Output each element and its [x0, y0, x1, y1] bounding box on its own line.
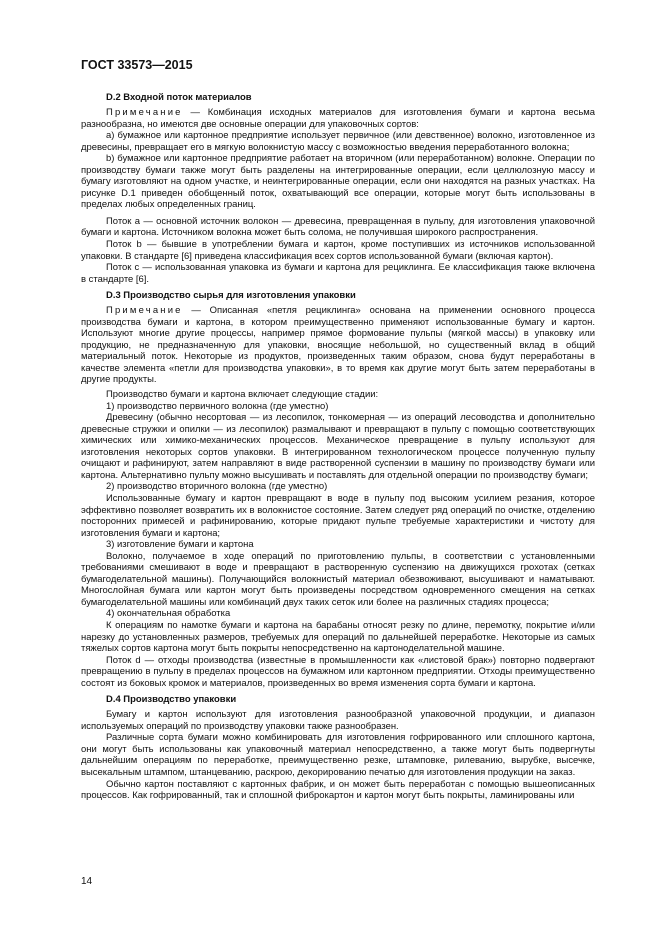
stage-text: Волокно, получаемое в ходе операций по приготовлению пульпы, в соответствии с установленными требованиями смешивают в воде и превращают в растворенную суспензию на движущихся грохотах (сетках бумагоделательной машины). Получающийся волокнистый материал обезвоживают, высушивают и наматывают. Многослойная бумага или картон могут быть произведены посредством одновременного смещения на сетках бумагоделательной машины или комбинаций двух таких сеток или более на различных стадиях процесса;	[81, 550, 595, 608]
stream-paragraph: Поток c — использованная упаковка из бумаги и картона для рециклинга. Ее классификация также включена в стандарте [6].	[81, 262, 595, 285]
list-item: а) бумажное или картонное предприятие использует первичное (или девственное) волокно, изготовленное из древесины, превращает его в мягкую волокнистую массу с возможностью введения переработанного волокна;	[81, 130, 595, 153]
paragraph: Различные сорта бумаги можно комбинировать для изготовления гофрированного или сплошного картона, они могут быть использованы как упаковочный материал непосредственно, а также могут быть подвергнуты дальнейшим операциям по переработке, преимущественно резке, штамповке, рилеванию, вырубке, высечке, высекальным штампом, штанцеванию, раскрою, декорированию печатью для изготовления продукции на заказ.	[81, 732, 595, 778]
document-header: ГОСТ 33573—2015	[81, 58, 193, 72]
paragraph: Бумагу и картон используют для изготовления разнообразной упаковочной продукции, и диапазон используемых операций по производству упаковки также разнообразен.	[81, 709, 595, 732]
page-content	[81, 92, 595, 802]
stage-title: 3) изготовление бумаги и картона	[106, 539, 254, 551]
stream-paragraph: Поток а — основной источник волокон — древесина, превращенная в пульпу, для изготовления упаковочной бумаги и картона. Источником волокна может быть солома, не получившая широкого распространения.	[81, 215, 595, 239]
note-paragraph	[81, 107, 595, 130]
stage-text: К операциям по намотке бумаги и картона на барабаны относят резку по длине, перемотку, покрытие и/или нарезку до установленных размеров, требуемых для операций по дальнейшей переработке. Некоторые из самых тяжелых сортов картона могут быть покрыты непосредственно на картоноделательной машине.	[81, 619, 595, 655]
paragraph: Производство бумаги и картона включает следующие стадии:	[106, 389, 379, 401]
stage-title: 2) производство вторичного волокна (где уместно)	[106, 481, 328, 493]
stage-title: 1) производство первичного волокна (где уместно)	[106, 400, 329, 412]
note-paragraph	[81, 305, 595, 386]
stream-paragraph: Поток d — отходы производства (известные в промышленности как «листовой брак») повторно подвергают превращению в пульпу в пределах процессов на бумажном или картонном предприятии. Отходы преимущественно состоят из боковых кромок и материалов, произведенных во время изменения сорта бумаги и картона.	[81, 654, 595, 689]
stage-text: Древесину (обычно несортовая — из лесопилок, тонкомерная — из операций лесоводства и дополнительно древесные стружки и опилки — из лесопилок) размалывают и превращают в пульпу с помощью соответствующих химических или химико-механических процессов. Механическое превращение в пульпу используют для изготовления некоторых сортов упаковки. В интегрированном технологическом процессе полученную пульпу очищают и рафинируют, затем направляют в виде растворенной суспензии в машину по производству бумаги или картона. Альтернативно пульпу можно высушивать и поставлять для отдельной операции по производству бумаги;	[81, 412, 595, 481]
stage-text: Использованные бумагу и картон превращают в воде в пульпу под высоким усилием резания, которое эффективно позволяет возвратить их в волокнистое состояние. Затем следует ряд операций по очистке, отделению посторонних примесей и рафинированию, которые придают пульпе требуемые характеристики и чистоту для изготовления бумаги и картона;	[81, 492, 595, 539]
paragraph: Обычно картон поставляют с картонных фабрик, и он может быть переработан с помощью вышеописанных процессов. Как гофрированный, так и сплошной фиброкартон и картон могут быть покрыты, ламинированы или	[81, 778, 595, 802]
section-heading-d3: D.3 Производство сырья для изготовления упаковки	[106, 290, 356, 302]
note-label: Примечание	[106, 305, 183, 317]
page-number: 14	[81, 876, 93, 887]
list-item: b) бумажное или картонное предприятие работает на вторичном (или переработанном) волокне. Операции по производству бумаги также могут быть разделены на интегрированные операции, если целлюлозную массу и бумагу изготовляют на одном участке, и неинтегрированные операции, если они находятся на разных участках. На рисунке D.1 приведен обобщенный поток, охватывающий все операции, которые могут быть использованы в пределах любых определенных границ.	[81, 153, 595, 211]
section-heading-d4: D.4 Производство упаковки	[106, 694, 237, 706]
stream-paragraph: Поток b — бывшие в употреблении бумага и картон, кроме поступивших из источников использованной упаковки. В стандарте [6] приведена классификация всех сортов использованной бумаги (включая картон).	[81, 239, 595, 262]
note-text: — Описанная «петля рециклинга» основана на применении основного процесса производства бумаги и картона, в котором преимущественно применяют использованные бумагу и картон. Используют многие другие процессы, например прямое формование пульпы (мягкой массы) в упаковку или продукцию, не предназначенную для упаковки, вносящие небольшой, но существенный вклад в общий материальный поток. Некоторые из продуктов, произведенных таким образом, снова будут переработаны в качестве элемента «петли для производства упаковки», в то время как другие могут быть затем переработаны в другие продукты.	[81, 305, 595, 386]
note-label: Примечание	[106, 107, 183, 118]
stage-title: 4) окончательная обработка	[106, 608, 231, 620]
note-text: — Комбинация исходных материалов для изготовления бумаги и картона весьма разнообразна, но имеются две основные операции для упаковочных сортов:	[81, 107, 595, 130]
section-heading-d2: D.2 Входной поток материалов	[106, 92, 252, 103]
